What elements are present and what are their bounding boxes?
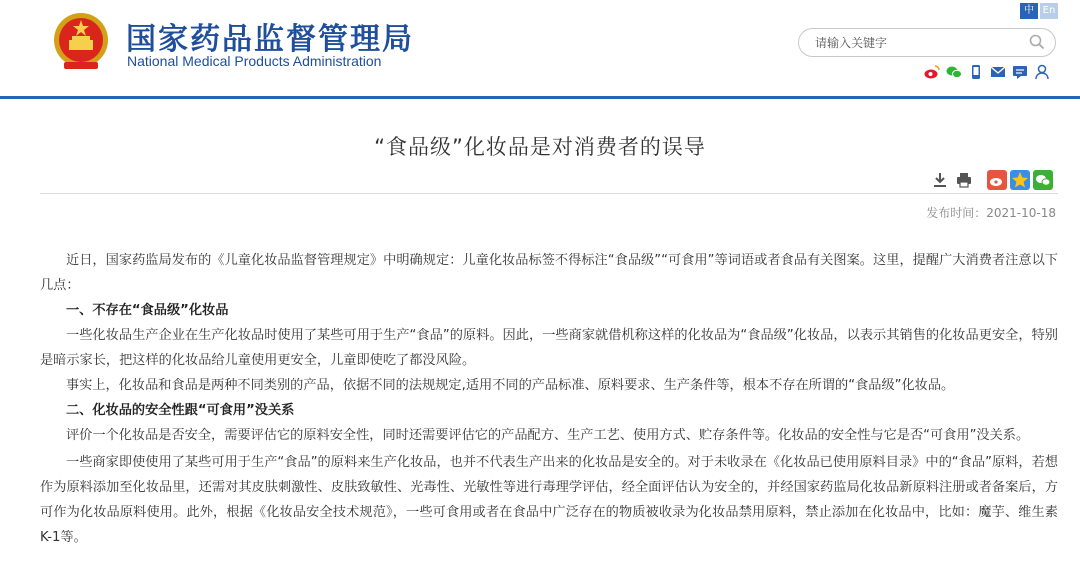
site-header [0, 0, 1080, 98]
lang-zh-button[interactable]: 中 [1020, 3, 1038, 19]
section-heading: 二、化妆品的安全性跟“可食用”没关系 [66, 403, 295, 418]
section-heading: 一、不存在“食品级”化妆品 [66, 303, 229, 318]
lang-en-button[interactable]: En [1040, 3, 1058, 19]
share-buttons [987, 170, 1053, 190]
brand-name-cn[interactable]: 国家药品监督管理局 [126, 22, 414, 57]
share-qzone-icon[interactable] [1010, 170, 1030, 190]
national-emblem-icon[interactable] [52, 10, 110, 72]
print-icon[interactable] [955, 171, 973, 189]
paragraph: 事实上，化妆品和食品是两种不同类别的产品，依据不同的法规规定,适用不同的产品标准、原料要求、生产条件等，根本不存在所谓的“食品级”化妆品。 [66, 378, 955, 393]
email-icon[interactable] [990, 64, 1006, 80]
article-title: “食品级”化妆品是对消费者的误导 [374, 135, 706, 159]
paragraph: 近日，国家药监局发布的《儿童化妆品监督管理规定》中明确规定：儿童化妆品标签不得标注“食品级”“可食用”等词语或者食品有关图案。这里，提醒广大消费者注意以下几点： [40, 253, 1058, 293]
download-icon[interactable] [931, 171, 949, 189]
header-rule [0, 96, 1080, 99]
message-icon[interactable] [1012, 64, 1028, 80]
language-switch [1020, 3, 1058, 19]
publish-date: 发布时间：2021-10-18 [926, 206, 1056, 220]
search-input[interactable] [815, 33, 1015, 52]
title-divider [40, 193, 1058, 194]
brand-name-en[interactable]: National Medical Products Administration [127, 53, 382, 69]
user-icon[interactable] [1034, 64, 1050, 80]
search-box [798, 28, 1056, 57]
article-body [40, 248, 1058, 550]
article-tools [931, 171, 973, 189]
paragraph: 一些化妆品生产企业在生产化妆品时使用了某些可用于生产“食品”的原料。因此，一些商家就借机称这样的化妆品为“食品级”化妆品，以表示其销售的化妆品更安全，特别是暗示家长，把这样的化妆品给儿童使用更安全，儿童即使吃了都没风险。 [40, 328, 1058, 368]
paragraph: 评价一个化妆品是否安全，需要评估它的原料安全性，同时还需要评估它的产品配方、生产工艺、使用方式、贮存条件等。化妆品的安全性与它是否“可食用”没关系。 [66, 428, 1030, 443]
share-weibo-icon[interactable] [987, 170, 1007, 190]
paragraph: 一些商家即使使用了某些可用于生产“食品”的原料来生产化妆品，也并不代表生产出来的化妆品是安全的。对于未收录在《化妆品已使用原料目录》中的“食品”原料，若想作为原料添加至化妆品里，还需对其皮肤刺激性、皮肤致敏性、光毒性、光敏性等进行毒理学评估，经全面评估认为安全的，并经国家药监局化妆品新原料注册或者备案后，方可作为化妆品原料使用。此外，根据《化妆品安全技术规范》，一些可食用或者在食品中广泛存在的物质被收录为化妆品禁用原料，禁止添加在化妆品中，比如：魔芋、维生素K-1等。 [40, 455, 1058, 545]
social-links [924, 64, 1050, 80]
wechat-icon[interactable] [946, 64, 962, 80]
share-wechat-icon[interactable] [1033, 170, 1053, 190]
search-icon[interactable] [1029, 34, 1045, 50]
mobile-icon[interactable] [968, 64, 984, 80]
weibo-icon[interactable] [924, 64, 940, 80]
